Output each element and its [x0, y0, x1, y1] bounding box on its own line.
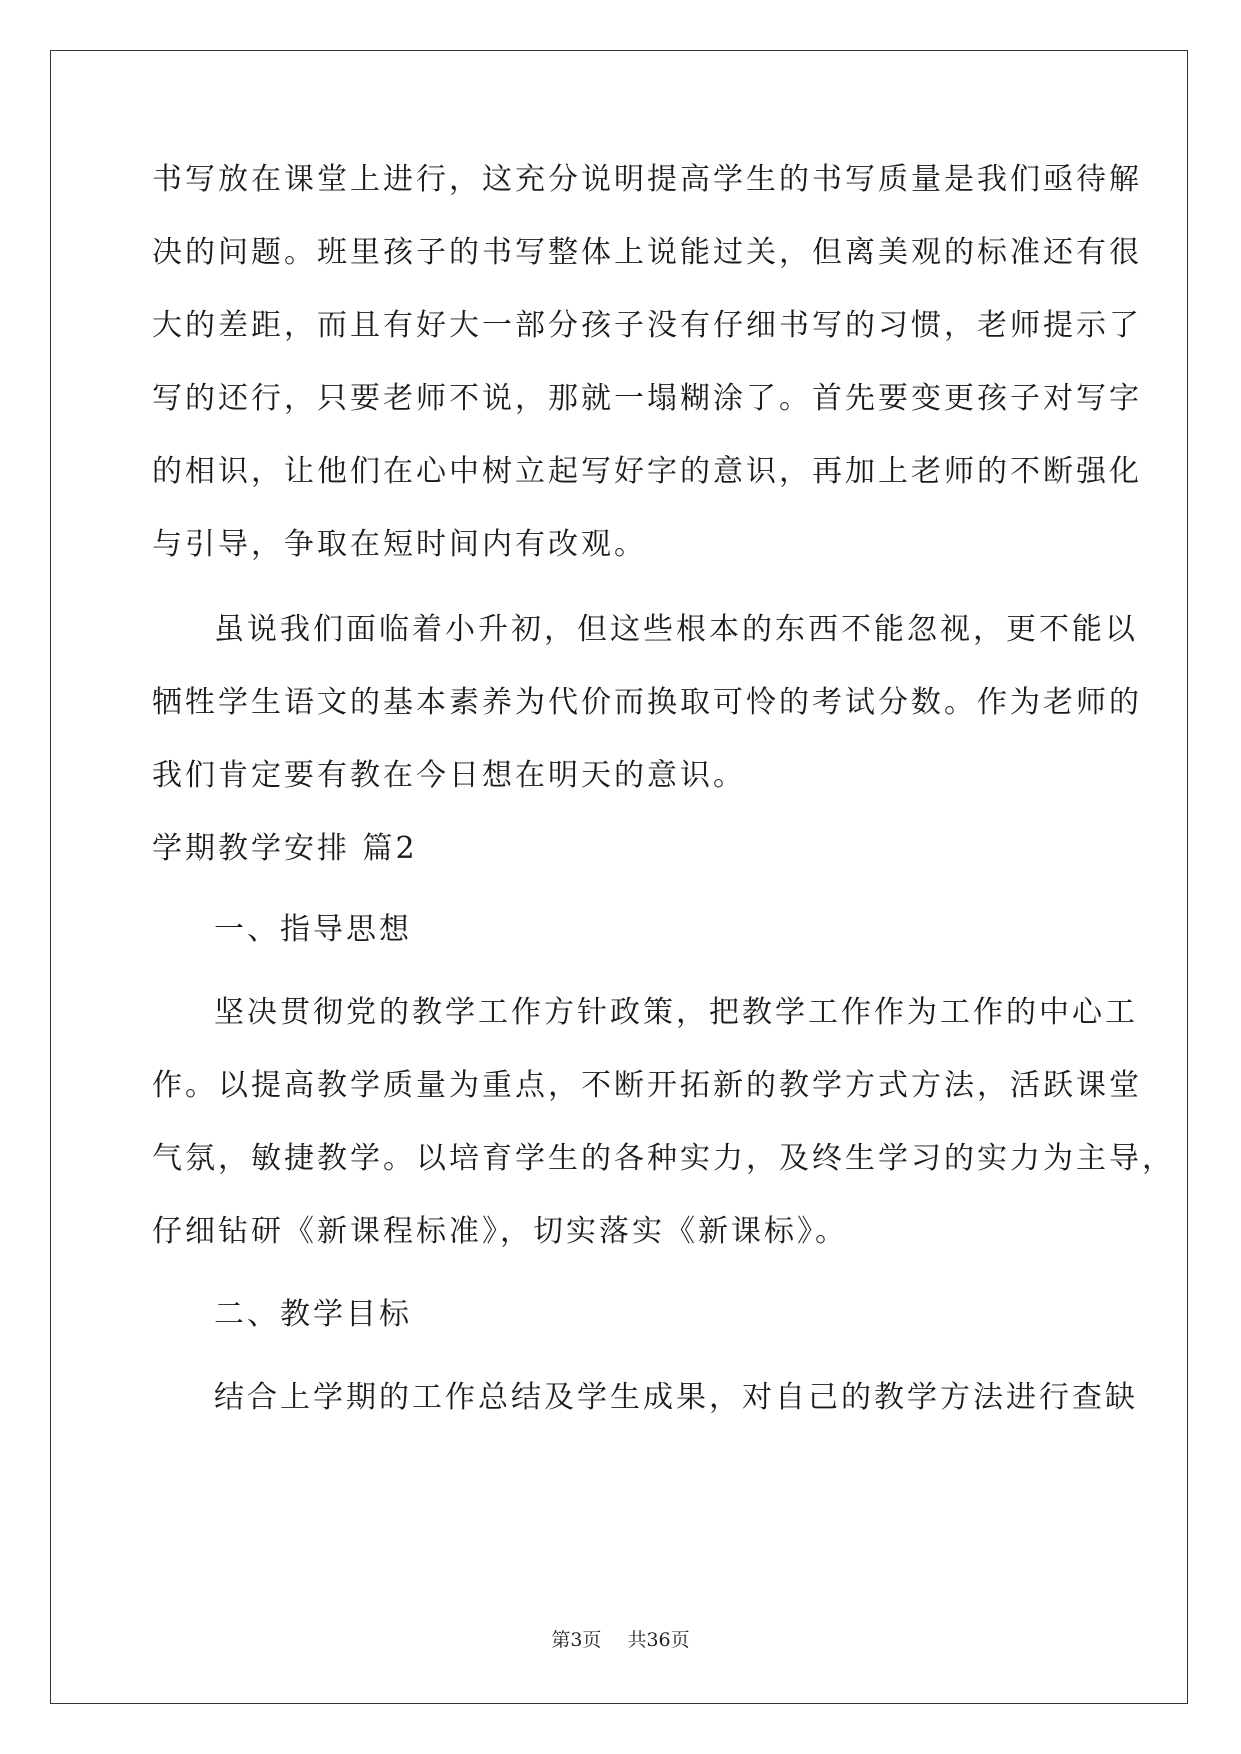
text-line: 我们肯定要有教在今日想在明天的意识。 — [152, 758, 746, 793]
text-line: 决的问题。班里孩子的书写整体上说能过关，但离美观的标准还有很 — [152, 235, 1142, 270]
text-line: 结合上学期的工作总结及学生成果，对自己的教学方法进行查缺 — [214, 1380, 1138, 1415]
text-line: 仔细钻研《新课程标准》，切实落实《新课标》。 — [152, 1214, 848, 1249]
text-line: 书写放在课堂上进行，这充分说明提高学生的书写质量是我们亟待解 — [152, 162, 1142, 197]
subsection-heading: 一、指导思想 — [214, 912, 412, 947]
page-border — [50, 50, 1188, 1704]
text-line: 与引导，争取在短时间内有改观。 — [152, 527, 647, 562]
text-line: 牺牲学生语文的基本素养为代价而换取可怜的考试分数。作为老师的 — [152, 685, 1142, 720]
page-footer — [0, 1628, 1241, 1652]
page-total: 共36页 — [627, 1629, 690, 1651]
text-line: 写的还行，只要老师不说，那就一塌糊涂了。首先要变更孩子对写字 — [152, 381, 1142, 416]
text-line: 坚决贯彻党的教学工作方针政策，把教学工作作为工作的中心工 — [214, 995, 1138, 1030]
text-line: 大的差距，而且有好大一部分孩子没有仔细书写的习惯，老师提示了 — [152, 308, 1142, 343]
page-number: 第3页 — [551, 1629, 602, 1651]
text-line: 虽说我们面临着小升初，但这些根本的东西不能忽视，更不能以 — [214, 612, 1138, 647]
text-line: 作。以提高教学质量为重点，不断开拓新的教学方式方法，活跃课堂 — [152, 1068, 1142, 1103]
section-heading: 学期教学安排 篇2 — [152, 831, 418, 866]
text-line: 的相识，让他们在心中树立起写好字的意识，再加上老师的不断强化 — [152, 454, 1142, 489]
text-line: 气氛，敏捷教学。以培育学生的各种实力，及终生学习的实力为主导， — [152, 1141, 1175, 1176]
subsection-heading: 二、教学目标 — [214, 1297, 412, 1332]
